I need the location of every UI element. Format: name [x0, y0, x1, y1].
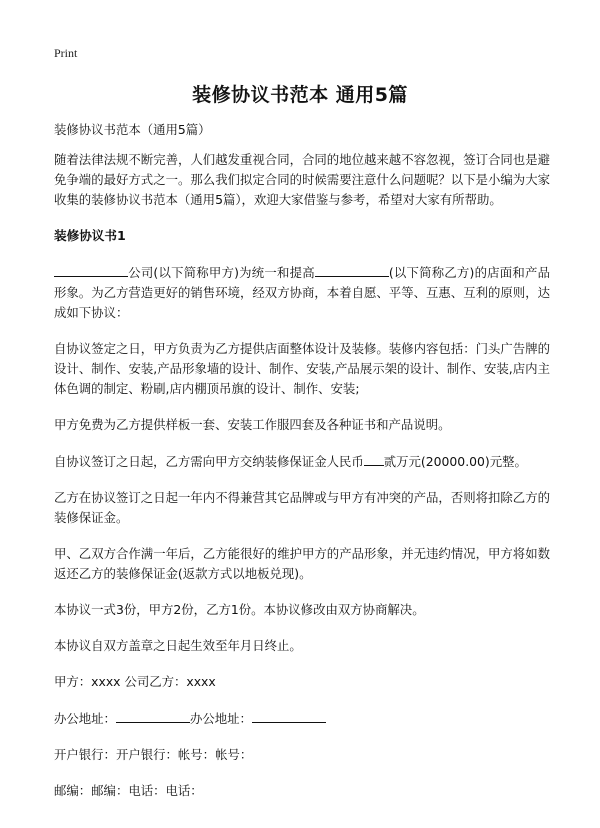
paragraph-1-part-b: (以下简称乙方)的店面和产品形象。为乙方营造更好的销售环境，经双方协商，本着自愿、平等、互惠、互利的原则，达成如下协议： [54, 265, 551, 320]
paragraph-4-part-a: 自协议签订之日起，乙方需向甲方交纳装修保证金人民币 [54, 454, 364, 469]
page-title: 装修协议书范本 通用5篇 [192, 84, 408, 106]
address-line [54, 708, 550, 729]
blank-line [364, 451, 384, 466]
paragraph-4-part-b: 贰万元(20000.00)元整。 [383, 454, 527, 469]
address-label-2: 办公地址： [189, 711, 252, 726]
party-line: 甲方：xxxx 公司乙方：xxxx [54, 674, 216, 689]
document-body [54, 120, 550, 817]
blank-line [54, 262, 128, 277]
document-subtitle: 装修协议书范本（通用5篇） [54, 122, 211, 137]
print-label[interactable]: Print [54, 46, 78, 60]
section-heading: 装修协议书1 [54, 228, 126, 243]
blank-line [252, 708, 326, 723]
address-label-1: 办公地址： [54, 711, 116, 726]
paragraph-1-part-a: 公司(以下简称甲方)为统一和提高 [128, 265, 315, 280]
paragraph-4 [54, 451, 550, 472]
paragraph-7: 本协议一式3份，甲方2份，乙方1份。本协议修改由双方协商解决。 [54, 602, 425, 617]
blank-line [315, 262, 389, 277]
paragraph-6: 甲、乙双方合作满一年后，乙方能很好的维护甲方的产品形象，并无违约情况，甲方将如数返还乙方的装修保证金(返款方式以地板兑现)。 [54, 546, 550, 581]
post-line: 邮编：邮编：电话：电话： [54, 783, 203, 798]
blank-line [116, 708, 190, 723]
paragraph-8: 本协议自双方盖章之日起生效至年月日终止。 [54, 638, 302, 653]
paragraph-1 [54, 262, 550, 323]
bank-line: 开户银行：开户银行：帐号：帐号： [54, 747, 253, 762]
paragraph-5: 乙方在协议签订之日起一年内不得兼营其它品牌或与甲方有冲突的产品，否则将扣除乙方的装修保证金。 [54, 490, 550, 525]
intro-paragraph: 随着法律法规不断完善，人们越发重视合同，合同的地位越来越不容忽视，签订合同也是避免争端的最好方式之一。那么我们拟定合同的时候需要注意什么问题呢？以下是小编为大家收集的装修协议书范本（通用5篇），欢迎大家借鉴与参考，希望对大家有所帮助。 [54, 152, 550, 207]
paragraph-3: 甲方免费为乙方提供样板一套、安装工作服四套及各种证书和产品说明。 [54, 417, 451, 432]
paragraph-2: 自协议签定之日，甲方负责为乙方提供店面整体设计及装修。装修内容包括：门头广告牌的设计、制作、安装,产品形象墙的设计、制作、安装,产品展示架的设计、制作、安装,店内主体色调的制定、粉刷,店内棚顶吊旗的设计、制作、安装; [54, 341, 550, 396]
